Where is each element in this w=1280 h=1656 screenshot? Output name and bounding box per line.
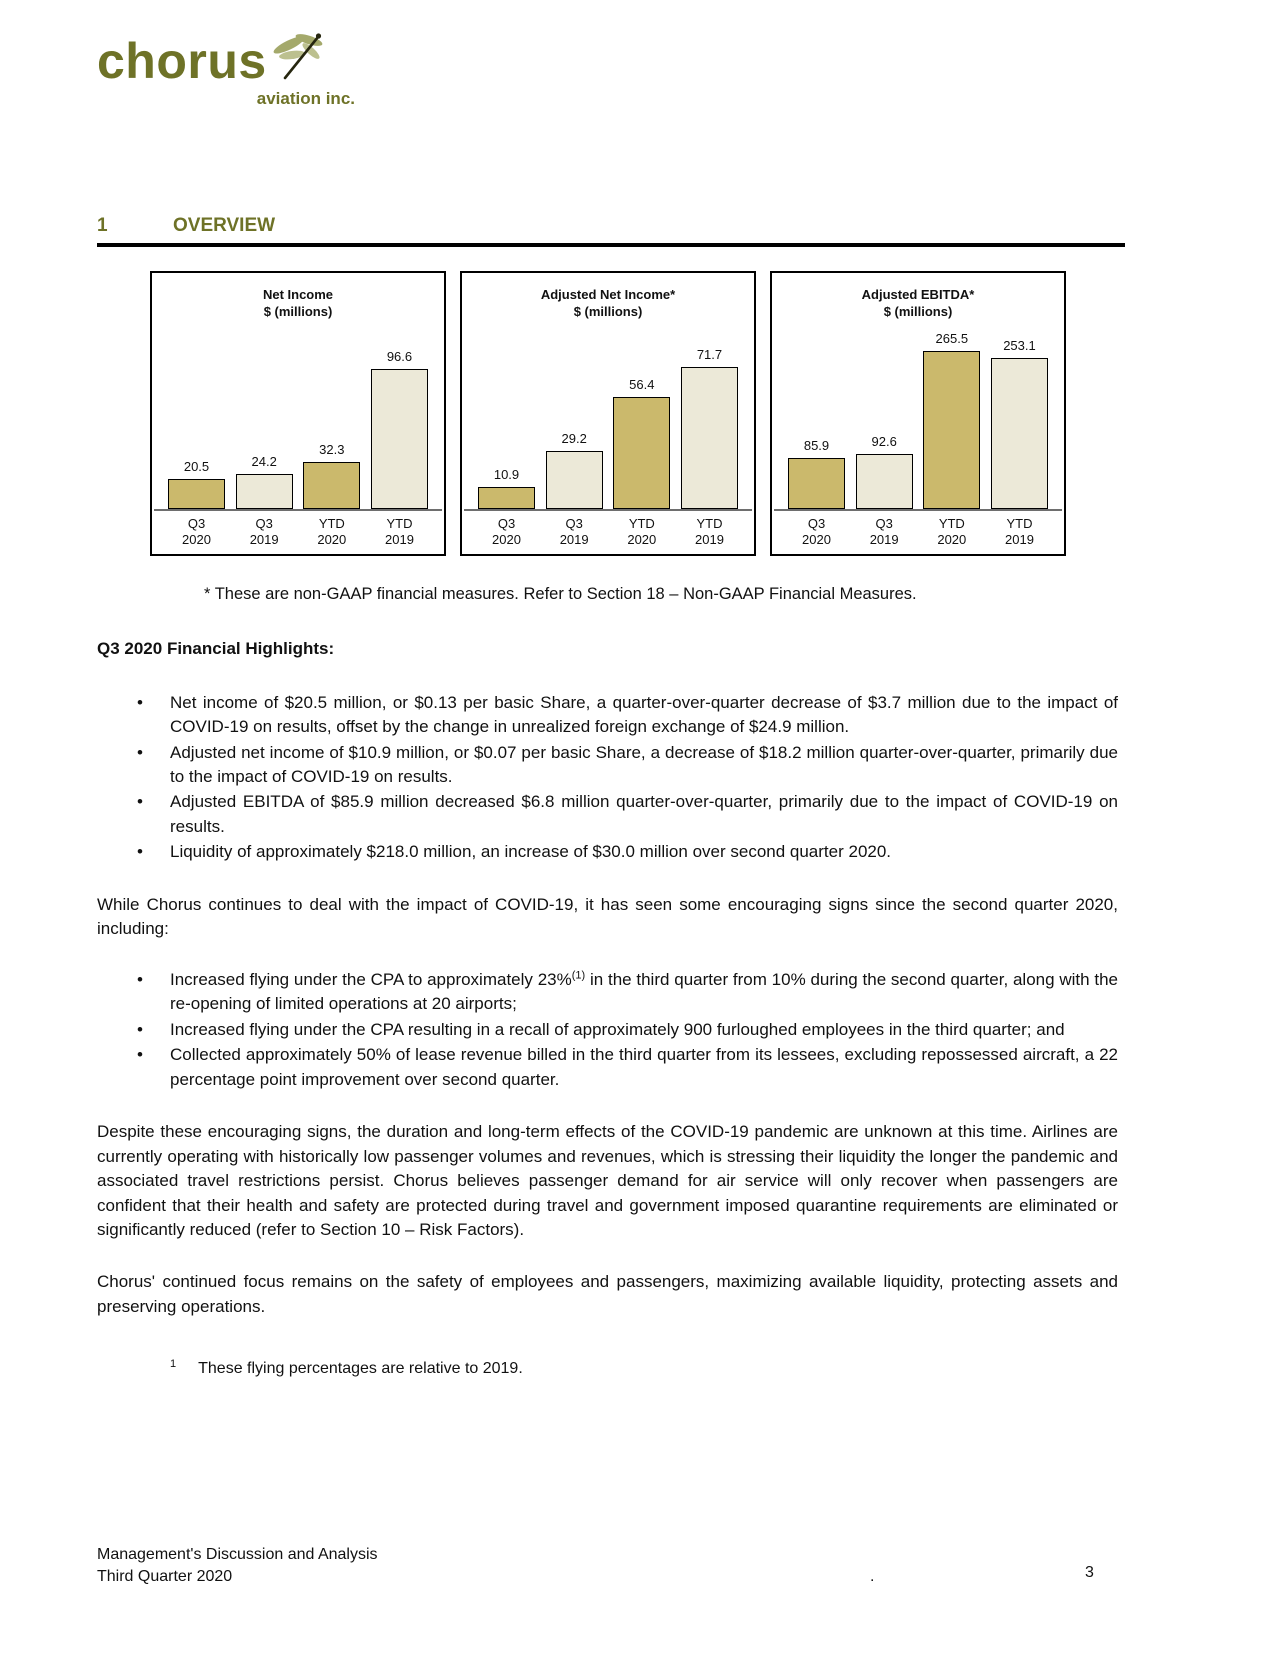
highlights-bullet-list: [97, 691, 1118, 865]
bar-value-label: 32.3: [319, 441, 345, 457]
category-label: YTD 2019: [1005, 516, 1034, 548]
bar: [371, 369, 428, 509]
bar-value-label: 92.6: [871, 433, 897, 449]
chart-subtitle: $ (millions): [883, 304, 953, 320]
encouraging-bullet-list: [97, 968, 1118, 1092]
category-label: YTD 2020: [627, 516, 657, 548]
bar: [236, 474, 293, 509]
bullet-icon: •: [137, 1045, 143, 1065]
section-header: [97, 212, 1125, 247]
bar-value-label: 10.9: [493, 466, 520, 482]
bullet-icon: •: [137, 842, 143, 862]
category-label: YTD 2020: [317, 516, 347, 548]
category-label: Q3 2019: [559, 516, 589, 548]
category-label: YTD 2019: [385, 516, 414, 548]
chart-title: Adjusted Net Income*: [540, 287, 676, 303]
main-content: [97, 637, 1118, 1380]
bar: [856, 454, 913, 509]
bar-value-label: 265.5: [935, 330, 969, 346]
bullet-icon: •: [137, 792, 143, 812]
bar-column: [788, 437, 845, 510]
bullet-icon: •: [137, 969, 143, 989]
chart-category-axis: [774, 511, 1062, 548]
bullet-text: Increased flying under the CPA to approximately 23%$^{(1)}$ in the third quarter from 10% during the second quarter, along with the re-opening of limited operations at 20 airports;: [170, 969, 1118, 1014]
bar: [681, 367, 738, 509]
chart-category-axis: [464, 511, 752, 548]
bar-column: [371, 348, 428, 510]
bar: [991, 358, 1048, 509]
category-label: Q3 2020: [492, 516, 521, 548]
page-footer: [97, 1544, 1118, 1588]
section-number: 1: [97, 215, 108, 236]
category-label: Q3 2020: [182, 516, 211, 548]
bullet-text: Liquidity of approximately $218.0 million, an increase of $30.0 million over second quarter 2020.: [170, 842, 892, 862]
bar: [168, 479, 225, 509]
category-label: Q3 2019: [869, 516, 899, 548]
bar-column: [478, 466, 535, 510]
bar: [923, 351, 980, 509]
bar-value-label: 71.7: [696, 346, 723, 362]
bar: [613, 397, 670, 509]
chart-adjusted-ebitda: [770, 271, 1066, 556]
bar-value-label: 24.2: [251, 453, 277, 469]
bar-value-label: 253.1: [1003, 337, 1036, 353]
bar-column: [303, 441, 360, 510]
bar-column: [236, 453, 293, 510]
bullet-text: Net income of $20.5 million, or $0.13 per basic Share, a quarter-over-quarter decrease of $3.7 million due to the impact of COVID-19 on results, offset by the change in unrealized foreign exchange of $24.9 million.: [170, 692, 1118, 737]
bullet-text: Collected approximately 50% of lease revenue billed in the third quarter from its lessees, excluding repossessed aircraft, a 22 percentage point improvement over second quarter.: [170, 1045, 1118, 1089]
chart-subtitle: $ (millions): [573, 304, 643, 320]
dragonfly-icon: [265, 28, 331, 93]
bar-value-label: 20.5: [183, 458, 210, 474]
category-label: YTD 2019: [695, 516, 724, 548]
chart-title: Adjusted EBITDA*: [861, 287, 975, 303]
bar-column: [613, 376, 670, 510]
category-label: Q3 2020: [802, 516, 831, 548]
bullet-text: Increased flying under the CPA resulting in a recall of approximately 900 furloughed employees in the third quarter; and: [170, 1019, 1065, 1039]
footer-center-mark: .: [870, 1568, 875, 1585]
chart-plot-area: [774, 320, 1062, 511]
list-item: [97, 691, 1118, 740]
bullet-text: Adjusted net income of $10.9 million, or $0.07 per basic Share, a decrease of $18.2 million quarter-over-quarter, primarily due to the impact of COVID-19 on results.: [170, 742, 1118, 786]
bar-column: [168, 458, 225, 510]
bar-value-label: 85.9: [803, 437, 830, 453]
bullet-icon: •: [137, 742, 143, 762]
chart-category-axis: [154, 511, 442, 548]
list-item: [97, 1018, 1118, 1042]
bar-column: [856, 433, 913, 510]
bar: [478, 487, 535, 509]
bar-value-label: 96.6: [386, 348, 413, 364]
footer-period: Third Quarter 2020: [97, 1568, 233, 1585]
encouraging-intro-paragraph: While Chorus continues to deal with the impact of COVID-19, it has seen some encouraging signs since the second quarter 2020, including:: [97, 894, 1118, 939]
list-item: [97, 741, 1118, 790]
chart-plot-area: [464, 320, 752, 511]
focus-paragraph: Chorus' continued focus remains on the safety of employees and passengers, maximizing available liquidity, protecting assets and preserving operations.: [97, 1272, 1118, 1316]
logo-brand-text: chorus: [97, 33, 267, 89]
charts-footnote: * These are non-GAAP financial measures. Refer to Section 18 – Non-GAAP Financial Measures.: [204, 585, 917, 604]
bullet-icon: •: [137, 1019, 143, 1039]
bar: [788, 458, 845, 509]
footer-page-number: 3: [1085, 1564, 1094, 1581]
section-title: OVERVIEW: [173, 215, 276, 236]
bar-column: [991, 337, 1048, 510]
category-label: YTD 2020: [937, 516, 967, 548]
chart-title: Net Income: [262, 287, 334, 303]
flying-percentages-footnote: [170, 1357, 1118, 1380]
logo-subtitle-text: aviation inc.: [256, 89, 355, 108]
charts-row: [150, 271, 1280, 556]
footnote-text: These flying percentages are relative to 2019.: [198, 1360, 523, 1378]
list-item: [97, 840, 1118, 864]
bar: [303, 462, 360, 509]
list-item: [97, 968, 1118, 1017]
footnote-marker: 1: [170, 1358, 177, 1371]
list-item: [97, 1043, 1118, 1092]
highlights-heading: Q3 2020 Financial Highlights:: [97, 639, 335, 659]
bullet-text: Adjusted EBITDA of $85.9 million decreased $6.8 million quarter-over-quarter, primarily due to the impact of COVID-19 on results.: [170, 792, 1118, 836]
chart-subtitle: $ (millions): [263, 304, 333, 320]
bar-value-label: 56.4: [629, 376, 655, 392]
bar-column: [923, 330, 980, 510]
bar-value-label: 29.2: [561, 430, 587, 446]
despite-paragraph: Despite these encouraging signs, the duration and long-term effects of the COVID-19 pandemic are unknown at this time. Airlines are currently operating with historically low passenger volumes and revenues, which is stressing their liquidity the longer the pandemic and associated travel restrictions persist. Chorus believes passenger demand for air service will only recover when passengers are confident that their health and safety are protected during travel and government imposed quarantine requirements are eliminated or significantly reduced (refer to Section 10 – Risk Factors).: [97, 1122, 1118, 1240]
bar-column: [546, 430, 603, 510]
chart-adjusted-net-income: [460, 271, 756, 556]
chart-plot-area: [154, 320, 442, 511]
category-label: Q3 2019: [249, 516, 279, 548]
chart-net-income: [150, 271, 446, 556]
bar: [546, 451, 603, 509]
bar-column: [681, 346, 738, 510]
list-item: [97, 790, 1118, 839]
footer-document-title: Management's Discussion and Analysis: [97, 1546, 378, 1563]
chorus-logo: [97, 33, 357, 128]
bullet-icon: •: [137, 692, 143, 712]
